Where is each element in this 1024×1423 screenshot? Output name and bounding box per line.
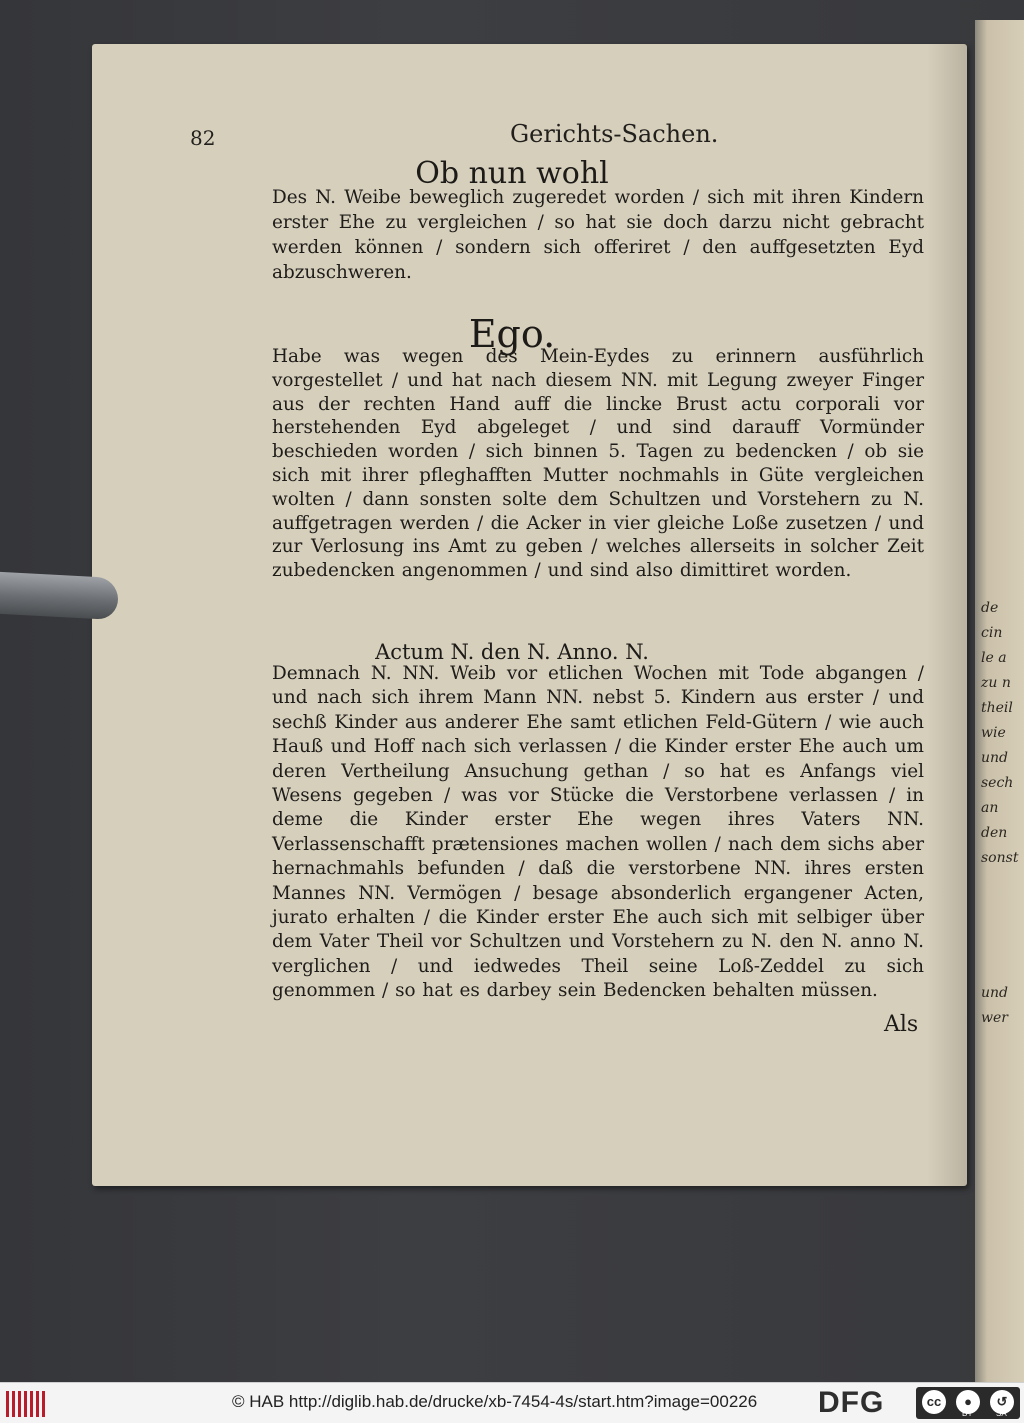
by-icon: ● [956, 1390, 980, 1414]
cc-icon: cc [922, 1390, 946, 1414]
cc-license-badge[interactable] [916, 1387, 1020, 1419]
facing-page-fragment: und [981, 985, 1008, 1001]
section-heading: Ego. [468, 312, 556, 356]
facing-page-fragment: den [981, 825, 1008, 841]
facing-page-fragment: cin [981, 625, 1003, 641]
running-head: Gerichts-Sachen. [510, 120, 719, 148]
facing-page-fragment: de [981, 600, 999, 616]
by-label: BY [962, 1409, 973, 1418]
dfg-logo: DFG [818, 1386, 885, 1419]
facing-page-fragment: wer [981, 1010, 1008, 1026]
facing-page-fragment: sech [981, 775, 1014, 791]
page-number: 82 [190, 126, 216, 150]
facing-page-edge [975, 20, 1024, 1382]
source-link[interactable]: © HAB http://diglib.hab.de/drucke/xb-7454-4s/start.htm?image=00226 [232, 1392, 758, 1411]
viewer-footer [0, 1382, 1024, 1423]
paragraph: Des N. Weibe beweglich zugeredet worden / sich mit ihren Kindern erster Ehe zu vergleichen / so hat sie doch darzu nicht gebracht werden können / sondern sich offeriret / den auffgesetzten Eyd abzuschweren. [272, 187, 924, 283]
section-heading: Actum N. den N. Anno. N. [375, 640, 649, 664]
facing-page-fragment: le a [981, 650, 1007, 666]
section-heading: Ob nun wohl [415, 156, 609, 191]
hab-logo-icon [6, 1391, 46, 1417]
facing-page-fragment: theil [981, 700, 1013, 716]
catchword: Als [884, 1012, 919, 1037]
page-holder-blade [0, 572, 118, 620]
paragraph: Demnach N. NN. Weib vor etlichen Wochen mit Tode abgangen / und nach sich ihrem Mann NN. nebst 5. Kindern aus erster / und sechß Kinder aus anderer Ehe samt etlichen Feld-Gütern / wie auch Hauß und Hoff nach sich verlassen / die Kinder erster Ehe auch um deren Vertheilung Ansuchung gethan / so hat es Anfangs viel Wesens gegeben / was vor Stücke die Verstorbene verlassen / in deme die Kinder erster Ehe wegen ihres Vaters NN. Verlassenschafft prætensiones machen wollen / nach dem sichs aber hernachmahls befunden / daß die verstorbene NN. ihres ersten Mannes NN. Vermögen / besage absonderlich ergangener Acten, jurato erhalten / die Kinder erster Ehe auch sich mit selbiger über dem Vater Theil vor Schultzen und Vorstehern zu N. den N. anno N. verglichen / und iedwedes Theil seine Loß-Zeddel zu sich genommen / so hat es darbey sein Bedencken behalten müssen. [272, 663, 924, 1002]
facing-page-fragment: wie [981, 725, 1006, 741]
sa-label: SA [996, 1409, 1007, 1418]
facing-page-fragment: und [981, 750, 1008, 766]
facing-page-fragment: sonst [981, 850, 1019, 866]
paragraph: Habe was wegen des Mein-Eydes zu erinnern ausführlich vorgestellet / und hat nach diesem NN. mit Legung zweyer Finger aus der rechten Hand auff die lincke Brust actu corporali vor herstehenden Eyd abgeleget / und sind darauff Vormünder beschieden worden / sich binnen 5. Tagen zu bedencken / ob sie sich mit ihrer pfleghafften Mutter nochmahls in Güte vergleichen wolten / dann sonsten solte dem Schultzen und Vorstehern zu N. auffgetragen werden / die Acker in vier gleiche Loße zusetzen / und zur Verlosung ins Amt zu geben / welches allerseits in solcher Zeit zubedencken angenommen / und sind also dimittiret worden. [272, 346, 924, 582]
facing-page-fragment: zu n [981, 675, 1011, 691]
sa-icon: ↺ [990, 1390, 1014, 1414]
facing-page-fragment: an [981, 800, 999, 816]
